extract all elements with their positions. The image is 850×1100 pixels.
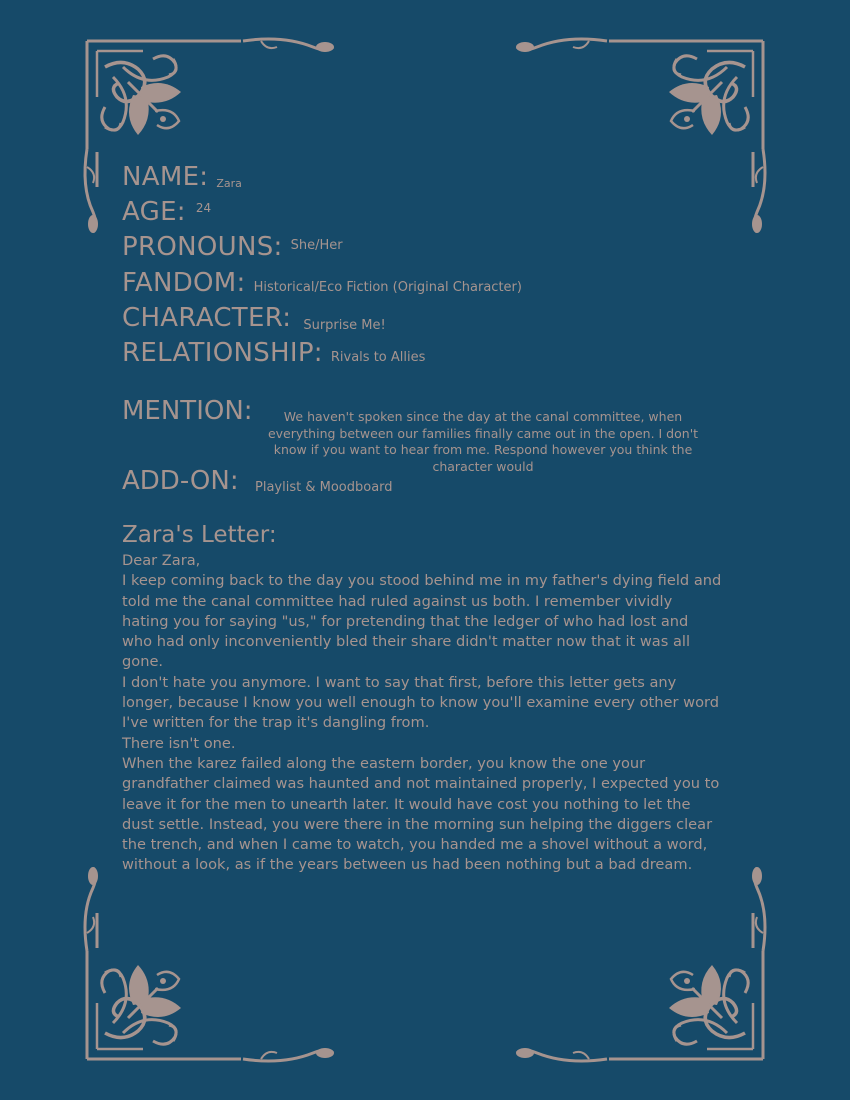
- letter-heading: Zara's Letter:: [122, 522, 277, 548]
- mention-text: We haven't spoken since the day at the canal committee, when everything between our families finally came out in the open. I don't know if you want to hear from me. Respond however you think the character would: [267, 409, 699, 474]
- field-pronouns: [122, 232, 343, 262]
- field-label: NAME:: [122, 162, 209, 192]
- field-name: [122, 162, 242, 192]
- field-value: Historical/Eco Fiction (Original Character): [253, 280, 522, 295]
- field-character: [122, 303, 386, 333]
- mention-label: MENTION:: [122, 396, 253, 426]
- letter-paragraph: When the karez failed along the eastern border, you know the one your grandfather claimed was haunted and not maintained properly, I expected you to leave it for the men to unearth later. It would have cost you nothing to let the dust settle. Instead, you were there in the morning sun helping the diggers clear the trench, and when I came to watch, you handed me a shovel without a word, without a look, as if the years between us had been nothing but a bad dream.: [122, 754, 720, 874]
- addon-label: ADD-ON:: [122, 466, 239, 496]
- flourish-icon: [516, 39, 765, 233]
- field-value: 24: [195, 201, 212, 215]
- field-label: PRONOUNS:: [122, 232, 283, 262]
- addon-value: Playlist & Moodboard: [255, 480, 393, 495]
- letter-body: [122, 551, 722, 876]
- field-label: RELATIONSHIP:: [122, 338, 323, 368]
- letter-paragraph: I keep coming back to the day you stood behind me in my father's dying field and told me the canal committee had ruled against us both. I remember vividly hating you for saying "us," for pretending that the ledger of who had lost and who had only inconveniently bled their share didn't matter now that it was all gone.: [122, 572, 722, 671]
- field-relationship: [122, 338, 425, 368]
- field-age: [122, 197, 211, 227]
- letter-paragraph: There isn't one.: [122, 734, 236, 752]
- field-fandom: [122, 268, 522, 298]
- field-label: CHARACTER:: [122, 303, 292, 333]
- flourish-icon: [516, 867, 765, 1061]
- field-value: Zara: [216, 177, 242, 190]
- field-label: AGE:: [122, 197, 186, 227]
- flourish-icon: [85, 867, 334, 1061]
- field-label: FANDOM:: [122, 268, 246, 298]
- field-value: She/Her: [290, 238, 343, 253]
- letter-paragraph: I don't hate you anymore. I want to say that first, before this letter gets any longer, because I know you well enough to know you'll examine every other word I've written for the trap it's dangling from.: [122, 673, 720, 732]
- field-value: Rivals to Allies: [330, 350, 426, 365]
- letter-paragraph: Dear Zara,: [122, 552, 201, 569]
- field-value: Surprise Me!: [303, 318, 386, 333]
